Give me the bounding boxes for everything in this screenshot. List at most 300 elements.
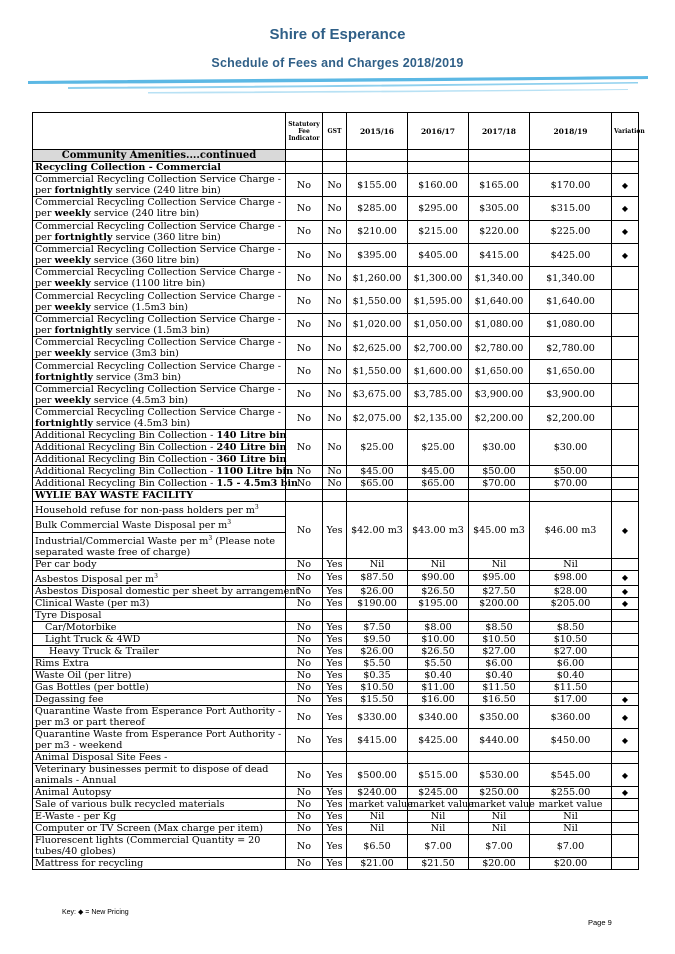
row-fee-2018-19: $545.00 (530, 764, 612, 787)
row-statutory: No (286, 267, 323, 290)
row-fee-2016-17: Nil (408, 558, 469, 570)
row-gst: No (323, 406, 347, 429)
row-fee-2017-18: $0.40 (469, 670, 530, 682)
row-statutory: No (286, 478, 323, 490)
row-statutory: No (286, 570, 323, 585)
row-gst: Yes (323, 682, 347, 694)
row-gst: Yes (323, 502, 347, 559)
row-fee-2017-18: $350.00 (469, 706, 530, 729)
row-gst: Yes (323, 764, 347, 787)
table-row (33, 406, 639, 429)
row-statutory: No (286, 466, 323, 478)
section-heading-row (33, 150, 639, 162)
variation-cell (612, 823, 639, 835)
new-pricing-diamond-icon: ◆ (612, 729, 639, 752)
row-gst: No (323, 337, 347, 360)
row-statutory: No (286, 694, 323, 706)
table-row (33, 610, 639, 622)
row-description: Additional Recycling Bin Collection - 360 Litre bin (33, 454, 286, 466)
table-row (33, 799, 639, 811)
row-description: Veterinary businesses permit to dispose of dead animals - Annual (33, 764, 286, 787)
row-gst: Yes (323, 799, 347, 811)
row-fee-2018-19: $17.00 (530, 694, 612, 706)
row-fee-2016-17: $7.00 (408, 835, 469, 858)
row-fee-2015-16: $395.00 (347, 243, 408, 266)
row-fee-2017-18: $200.00 (469, 598, 530, 610)
row-fee-2015-16: $7.50 (347, 622, 408, 634)
row-fee-2016-17: $21.50 (408, 858, 469, 870)
row-statutory: No (286, 858, 323, 870)
row-fee-2016-17: $340.00 (408, 706, 469, 729)
row-fee-2016-17: Nil (408, 811, 469, 823)
row-fee-2018-19: $425.00 (530, 243, 612, 266)
row-gst: No (323, 313, 347, 336)
row-description: Gas Bottles (per bottle) (33, 682, 286, 694)
table-row (33, 586, 639, 598)
row-description: Mattress for recycling (33, 858, 286, 870)
row-fee-2017-18: $440.00 (469, 729, 530, 752)
variation-cell (612, 799, 639, 811)
row-description: Additional Recycling Bin Collection - 140 Litre bin (33, 430, 286, 442)
row-fee-2017-18: $305.00 (469, 197, 530, 220)
row-fee-2016-17: $8.00 (408, 622, 469, 634)
row-fee-2016-17: $26.50 (408, 586, 469, 598)
new-pricing-diamond-icon: ◆ (612, 197, 639, 220)
row-fee-2018-19: $50.00 (530, 466, 612, 478)
row-statutory: No (286, 622, 323, 634)
row-description: Commercial Recycling Collection Service Charge - fortnightly service (3m3 bin) (33, 360, 286, 383)
row-statutory: No (286, 729, 323, 752)
row-description: Sale of various bulk recycled materials (33, 799, 286, 811)
table-row (33, 752, 639, 764)
row-description: Commercial Recycling Collection Service Charge - per weekly service (240 litre bin) (33, 197, 286, 220)
variation-cell (612, 383, 639, 406)
row-description: Tyre Disposal (33, 610, 286, 622)
new-pricing-diamond-icon: ◆ (612, 502, 639, 559)
row-description: Industrial/Commercial Waste per $m^3$ (Please note separated waste free of charge) (33, 532, 286, 558)
row-fee-2015-16: Nil (347, 558, 408, 570)
row-fee-2017-18: $7.00 (469, 835, 530, 858)
row-description: Quarantine Waste from Esperance Port Authority - per m3 or part thereof (33, 706, 286, 729)
row-statutory: No (286, 383, 323, 406)
row-gst: No (323, 430, 347, 466)
row-fee-2017-18: $2,780.00 (469, 337, 530, 360)
table-row (33, 337, 639, 360)
table-row (33, 220, 639, 243)
row-gst: Yes (323, 634, 347, 646)
row-statutory: No (286, 823, 323, 835)
variation-cell (612, 430, 639, 466)
row-fee-2017-18: $30.00 (469, 430, 530, 466)
row-gst: Yes (323, 811, 347, 823)
row-description: Clinical Waste (per m3) (33, 598, 286, 610)
variation-cell (612, 558, 639, 570)
new-pricing-diamond-icon: ◆ (612, 598, 639, 610)
table-row (33, 430, 639, 442)
row-fee-2017-18: $8.50 (469, 622, 530, 634)
row-fee-2016-17: $1,050.00 (408, 313, 469, 336)
row-fee-2017-18: $11.50 (469, 682, 530, 694)
row-fee-2016-17: $215.00 (408, 220, 469, 243)
row-fee-2017-18: $27.00 (469, 646, 530, 658)
row-fee-2018-19: $6.00 (530, 658, 612, 670)
pricing-key-legend: Key: ◆ = New Pricing (62, 909, 129, 916)
row-fee-2015-16: market value (347, 799, 408, 811)
row-description: Additional Recycling Bin Collection - 1100 Litre bin (33, 466, 286, 478)
row-fee-2015-16: $9.50 (347, 634, 408, 646)
row-fee-2018-19: $27.00 (530, 646, 612, 658)
row-description: Bulk Commercial Waste Disposal per $m^3$ (33, 517, 286, 532)
row-fee-2018-19: market value (530, 799, 612, 811)
row-statutory: No (286, 811, 323, 823)
row-fee-2016-17: $295.00 (408, 197, 469, 220)
variation-cell (612, 682, 639, 694)
row-statutory: No (286, 290, 323, 313)
row-fee-2018-19: $10.50 (530, 634, 612, 646)
row-fee-2016-17: $3,785.00 (408, 383, 469, 406)
row-fee-2017-18: $50.00 (469, 466, 530, 478)
table-row (33, 646, 639, 658)
row-fee-2016-17: $16.00 (408, 694, 469, 706)
row-fee-2017-18: $3,900.00 (469, 383, 530, 406)
variation-cell (612, 811, 639, 823)
row-fee-2017-18: $20.00 (469, 858, 530, 870)
row-fee-2018-19: $225.00 (530, 220, 612, 243)
row-fee-2017-18: Nil (469, 823, 530, 835)
variation-cell (612, 406, 639, 429)
new-pricing-diamond-icon: ◆ (612, 787, 639, 799)
table-row (33, 787, 639, 799)
row-fee-2016-17: $65.00 (408, 478, 469, 490)
row-statutory: No (286, 682, 323, 694)
row-fee-2016-17: $90.00 (408, 570, 469, 585)
table-header-row (33, 113, 639, 150)
row-fee-2016-17: $11.00 (408, 682, 469, 694)
row-fee-2018-19: $70.00 (530, 478, 612, 490)
row-description: Fluorescent lights (Commercial Quantity = 20 tubes/40 globes) (33, 835, 286, 858)
row-gst: No (323, 267, 347, 290)
row-fee-2016-17: $5.50 (408, 658, 469, 670)
row-fee-2018-19: Nil (530, 811, 612, 823)
row-statutory: No (286, 337, 323, 360)
row-fee-2015-16: $6.50 (347, 835, 408, 858)
row-fee-2017-18: $95.00 (469, 570, 530, 585)
row-fee-2015-16: $285.00 (347, 197, 408, 220)
row-description: Commercial Recycling Collection Service Charge - per weekly service (1100 litre bin) (33, 267, 286, 290)
section-heading: Community Amenities....continued (33, 150, 286, 162)
page-number: Page 9 (588, 918, 612, 927)
row-description: Commercial Recycling Collection Service Charge - per weekly service (360 litre bin) (33, 243, 286, 266)
row-fee-2016-17: $43.00 m3 (408, 502, 469, 559)
table-row (33, 811, 639, 823)
row-fee-2017-18: $1,640.00 (469, 290, 530, 313)
row-gst: Yes (323, 729, 347, 752)
row-description: E-Waste - per Kg (33, 811, 286, 823)
table-row (33, 490, 639, 502)
variation-cell (612, 466, 639, 478)
row-gst: Yes (323, 586, 347, 598)
row-fee-2017-18: $1,650.00 (469, 360, 530, 383)
row-fee-2015-16: $10.50 (347, 682, 408, 694)
row-description: Additional Recycling Bin Collection - 240 Litre bin (33, 442, 286, 454)
new-pricing-diamond-icon: ◆ (612, 764, 639, 787)
row-gst: No (323, 174, 347, 197)
row-fee-2017-18: $1,340.00 (469, 267, 530, 290)
row-statutory: No (286, 174, 323, 197)
row-fee-2016-17: $425.00 (408, 729, 469, 752)
row-fee-2017-18: Nil (469, 811, 530, 823)
row-fee-2018-19: $46.00 m3 (530, 502, 612, 559)
row-fee-2018-19: $170.00 (530, 174, 612, 197)
row-fee-2018-19: $20.00 (530, 858, 612, 870)
row-statutory: No (286, 360, 323, 383)
variation-cell (612, 337, 639, 360)
row-fee-2017-18: Nil (469, 558, 530, 570)
variation-cell (612, 478, 639, 490)
row-fee-2016-17: $45.00 (408, 466, 469, 478)
row-fee-2018-19: $2,780.00 (530, 337, 612, 360)
row-fee-2016-17: $1,600.00 (408, 360, 469, 383)
table-row (33, 197, 639, 220)
table-row (33, 823, 639, 835)
row-fee-2017-18: $2,200.00 (469, 406, 530, 429)
row-fee-2018-19: $1,080.00 (530, 313, 612, 336)
row-gst: Yes (323, 622, 347, 634)
table-row (33, 174, 639, 197)
table-row (33, 267, 639, 290)
row-fee-2016-17: $2,700.00 (408, 337, 469, 360)
row-fee-2016-17: $515.00 (408, 764, 469, 787)
variation-cell (612, 858, 639, 870)
table-row (33, 658, 639, 670)
row-gst: Yes (323, 558, 347, 570)
variation-cell (612, 360, 639, 383)
row-gst: No (323, 197, 347, 220)
row-fee-2015-16: $415.00 (347, 729, 408, 752)
row-fee-2018-19: $30.00 (530, 430, 612, 466)
header-2017-18: 2017/18 (469, 113, 530, 150)
row-statutory: No (286, 430, 323, 466)
row-description: Asbestos Disposal domestic per sheet by arrangement (33, 586, 286, 598)
row-gst: Yes (323, 694, 347, 706)
table-row (33, 313, 639, 336)
header-2018-19: 2018/19 (530, 113, 612, 150)
row-fee-2018-19: $1,340.00 (530, 267, 612, 290)
row-fee-2017-18: $6.00 (469, 658, 530, 670)
row-fee-2017-18: $250.00 (469, 787, 530, 799)
row-gst: Yes (323, 570, 347, 585)
row-fee-2015-16: $155.00 (347, 174, 408, 197)
row-fee-2018-19: $450.00 (530, 729, 612, 752)
row-fee-2015-16: $26.00 (347, 646, 408, 658)
table-row (33, 558, 639, 570)
row-description: Waste Oil (per litre) (33, 670, 286, 682)
table-row (33, 694, 639, 706)
row-gst: Yes (323, 787, 347, 799)
row-fee-2017-18: $16.50 (469, 694, 530, 706)
row-fee-2016-17: $25.00 (408, 430, 469, 466)
row-fee-2015-16: $210.00 (347, 220, 408, 243)
table-row (33, 360, 639, 383)
header-gst: GST (323, 113, 347, 150)
variation-cell (612, 267, 639, 290)
header-statutory: Statutory Fee Indicator (286, 113, 323, 150)
row-fee-2015-16: $1,550.00 (347, 290, 408, 313)
row-gst: No (323, 360, 347, 383)
row-fee-2015-16: $2,625.00 (347, 337, 408, 360)
row-statutory: No (286, 220, 323, 243)
row-gst: No (323, 220, 347, 243)
row-fee-2015-16: $0.35 (347, 670, 408, 682)
row-fee-2016-17: market value (408, 799, 469, 811)
row-gst: Yes (323, 646, 347, 658)
row-description: Computer or TV Screen (Max charge per item) (33, 823, 286, 835)
row-gst: Yes (323, 823, 347, 835)
row-gst: Yes (323, 670, 347, 682)
row-fee-2017-18: $10.50 (469, 634, 530, 646)
table-row (33, 502, 639, 517)
new-pricing-diamond-icon: ◆ (612, 570, 639, 585)
row-fee-2018-19: $255.00 (530, 787, 612, 799)
new-pricing-diamond-icon: ◆ (612, 220, 639, 243)
new-pricing-diamond-icon: ◆ (612, 174, 639, 197)
row-statutory: No (286, 197, 323, 220)
table-row (33, 466, 639, 478)
row-statutory: No (286, 658, 323, 670)
table-row (33, 570, 639, 585)
row-fee-2018-19: Nil (530, 558, 612, 570)
row-gst: Yes (323, 598, 347, 610)
row-fee-2018-19: $360.00 (530, 706, 612, 729)
row-description: Per car body (33, 558, 286, 570)
row-fee-2018-19: $98.00 (530, 570, 612, 585)
variation-cell (612, 658, 639, 670)
row-description: Light Truck & 4WD (33, 634, 286, 646)
row-fee-2018-19: $11.50 (530, 682, 612, 694)
row-fee-2016-17: $1,595.00 (408, 290, 469, 313)
new-pricing-diamond-icon: ◆ (612, 706, 639, 729)
row-fee-2017-18: $165.00 (469, 174, 530, 197)
row-statutory: No (286, 313, 323, 336)
header-variation: Variation (612, 113, 639, 150)
row-description: Commercial Recycling Collection Service Charge - fortnightly service (4.5m3 bin) (33, 406, 286, 429)
row-fee-2017-18: market value (469, 799, 530, 811)
row-fee-2015-16: $42.00 m3 (347, 502, 408, 559)
row-statutory: No (286, 558, 323, 570)
row-fee-2015-16: Nil (347, 811, 408, 823)
row-fee-2018-19: Nil (530, 823, 612, 835)
row-fee-2015-16: $26.00 (347, 586, 408, 598)
row-statutory: No (286, 835, 323, 858)
row-fee-2017-18: $415.00 (469, 243, 530, 266)
row-description: Additional Recycling Bin Collection - 1.5 - 4.5m3 bin (33, 478, 286, 490)
table-row (33, 622, 639, 634)
variation-cell (612, 835, 639, 858)
row-fee-2016-17: Nil (408, 823, 469, 835)
row-description: Rims Extra (33, 658, 286, 670)
table-row (33, 682, 639, 694)
variation-cell (612, 313, 639, 336)
row-statutory: No (286, 646, 323, 658)
row-statutory: No (286, 799, 323, 811)
header-2016-17: 2016/17 (408, 113, 469, 150)
row-fee-2018-19: $1,640.00 (530, 290, 612, 313)
row-gst: Yes (323, 658, 347, 670)
row-statutory: No (286, 598, 323, 610)
row-gst: No (323, 243, 347, 266)
table-row (33, 634, 639, 646)
row-description: Commercial Recycling Collection Service Charge - per fortnightly service (360 litre bin) (33, 220, 286, 243)
row-fee-2016-17: $1,300.00 (408, 267, 469, 290)
row-statutory: No (286, 764, 323, 787)
variation-cell (612, 634, 639, 646)
row-fee-2018-19: $28.00 (530, 586, 612, 598)
row-gst: No (323, 383, 347, 406)
table-row (33, 764, 639, 787)
fees-table (32, 112, 645, 870)
row-description: Quarantine Waste from Esperance Port Authority - per m3 - weekend (33, 729, 286, 752)
row-gst: Yes (323, 706, 347, 729)
variation-cell (612, 622, 639, 634)
table-row (33, 243, 639, 266)
row-fee-2018-19: $0.40 (530, 670, 612, 682)
row-fee-2018-19: $7.00 (530, 835, 612, 858)
document-title: Shire of Esperance (269, 26, 406, 43)
row-fee-2015-16: $330.00 (347, 706, 408, 729)
row-fee-2015-16: $21.00 (347, 858, 408, 870)
row-description: Household refuse for non-pass holders per $m^3$ (33, 502, 286, 517)
row-fee-2018-19: $3,900.00 (530, 383, 612, 406)
row-fee-2015-16: $3,675.00 (347, 383, 408, 406)
row-description: Car/Motorbike (33, 622, 286, 634)
row-description: Asbestos Disposal per $m^3$ (33, 570, 286, 585)
row-description: Heavy Truck & Trailer (33, 646, 286, 658)
variation-cell (612, 646, 639, 658)
row-description: Animal Autopsy (33, 787, 286, 799)
row-description: Commercial Recycling Collection Service Charge - per fortnightly service (240 litre bin) (33, 174, 286, 197)
row-fee-2018-19: $205.00 (530, 598, 612, 610)
row-fee-2016-17: $26.50 (408, 646, 469, 658)
row-description: Commercial Recycling Collection Service Charge - per weekly service (1.5m3 bin) (33, 290, 286, 313)
row-fee-2015-16: $1,020.00 (347, 313, 408, 336)
row-gst: No (323, 466, 347, 478)
table-row (33, 835, 639, 858)
row-fee-2015-16: $500.00 (347, 764, 408, 787)
table-row (33, 598, 639, 610)
row-fee-2016-17: $10.00 (408, 634, 469, 646)
row-fee-2017-18: $27.50 (469, 586, 530, 598)
row-fee-2018-19: $2,200.00 (530, 406, 612, 429)
row-fee-2016-17: $195.00 (408, 598, 469, 610)
row-statutory: No (286, 634, 323, 646)
new-pricing-diamond-icon: ◆ (612, 694, 639, 706)
row-fee-2017-18: $70.00 (469, 478, 530, 490)
row-gst: No (323, 478, 347, 490)
row-fee-2016-17: $0.40 (408, 670, 469, 682)
table-row (33, 383, 639, 406)
row-fee-2016-17: $245.00 (408, 787, 469, 799)
row-fee-2015-16: $87.50 (347, 570, 408, 585)
header-description (33, 113, 286, 150)
row-fee-2015-16: $1,550.00 (347, 360, 408, 383)
row-statutory: No (286, 243, 323, 266)
row-fee-2018-19: $315.00 (530, 197, 612, 220)
row-description: Commercial Recycling Collection Service Charge - per weekly service (4.5m3 bin) (33, 383, 286, 406)
row-fee-2015-16: $190.00 (347, 598, 408, 610)
subheading: Recycling Collection - Commercial (33, 162, 286, 174)
row-fee-2015-16: $240.00 (347, 787, 408, 799)
variation-cell (612, 290, 639, 313)
